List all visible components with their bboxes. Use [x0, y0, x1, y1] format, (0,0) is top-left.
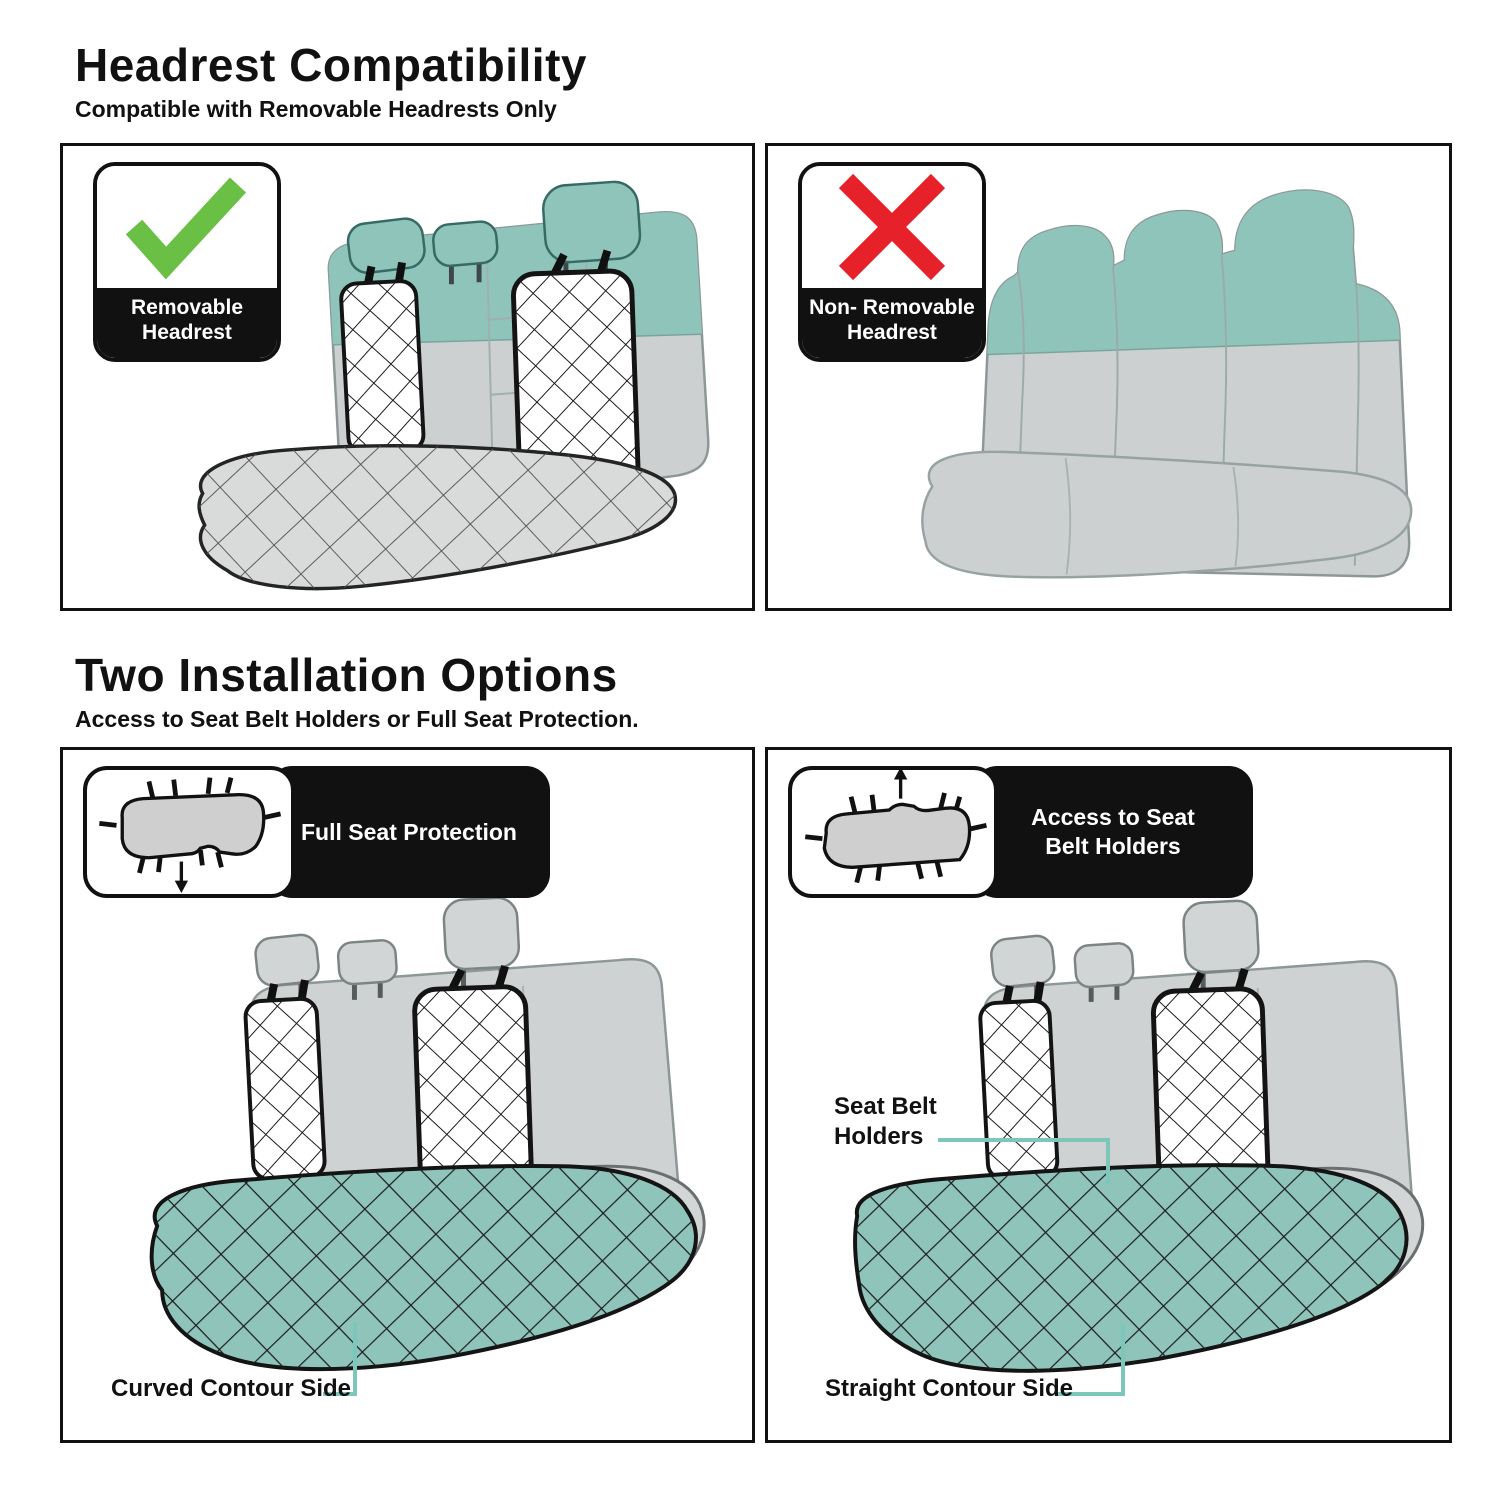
badge-line1: Non- Removable	[809, 295, 975, 319]
curved-contour-text: Curved Contour Side	[111, 1375, 352, 1402]
teal-cushion-cover-straight	[855, 1165, 1406, 1371]
arrow-down-icon	[175, 862, 188, 893]
badge-line2: Headrest	[142, 320, 232, 344]
panel-access-seat-belt-holders	[765, 747, 1452, 1443]
check-icon	[120, 175, 254, 279]
mesh-back-panel-left	[245, 998, 326, 1180]
non-removable-headrest-badge	[798, 162, 986, 362]
seat-belt-holders-label	[834, 1092, 937, 1152]
full-seat-cover-icon-box	[83, 766, 295, 898]
non-removable-headrest-label	[802, 288, 982, 358]
badge-line1: Removable	[130, 295, 244, 319]
mesh-back-panel-left	[340, 280, 424, 453]
removable-headrest-label	[97, 288, 277, 358]
panel-removable-headrest	[60, 143, 755, 611]
panel-full-seat-protection	[60, 747, 755, 1443]
x-icon-box	[802, 166, 982, 288]
check-icon-box	[97, 166, 277, 288]
bench-cushion	[922, 452, 1411, 577]
section2-title: Two Installation Options	[75, 649, 618, 701]
seat-cover-access-icon	[793, 770, 993, 894]
arrow-up-icon	[894, 770, 907, 799]
seat-cover-full-icon	[89, 770, 289, 894]
access-seat-belt-pill	[973, 766, 1253, 898]
badge-line2: Headrest	[847, 320, 937, 344]
pill-label: Full Seat Protection	[301, 818, 517, 845]
panel-non-removable-headrest	[765, 143, 1452, 611]
section1-subtitle: Compatible with Removable Headrests Only	[75, 96, 557, 122]
section1-title: Headrest Compatibility	[75, 39, 587, 91]
straight-contour-label	[825, 1374, 1073, 1404]
access-cover-icon-box	[788, 766, 998, 898]
teal-cushion-cover-curved	[152, 1166, 696, 1369]
seat-belt-label-line1: Seat Belt	[834, 1093, 937, 1120]
curved-contour-label	[111, 1374, 351, 1404]
leader-line-seat-belt-holders	[938, 1138, 1110, 1184]
pill-label-line1: Access to Seat	[1031, 804, 1195, 831]
x-icon	[834, 171, 950, 283]
bench-cushion-cover	[199, 446, 675, 589]
removable-headrest-badge	[93, 162, 281, 362]
straight-contour-text: Straight Contour Side	[825, 1375, 1073, 1402]
section2-subtitle: Access to Seat Belt Holders or Full Seat Protection.	[75, 706, 639, 732]
full-seat-protection-pill	[268, 766, 550, 898]
pill-label-line2: Belt Holders	[1045, 833, 1181, 859]
seat-belt-label-line2: Holders	[834, 1123, 924, 1150]
